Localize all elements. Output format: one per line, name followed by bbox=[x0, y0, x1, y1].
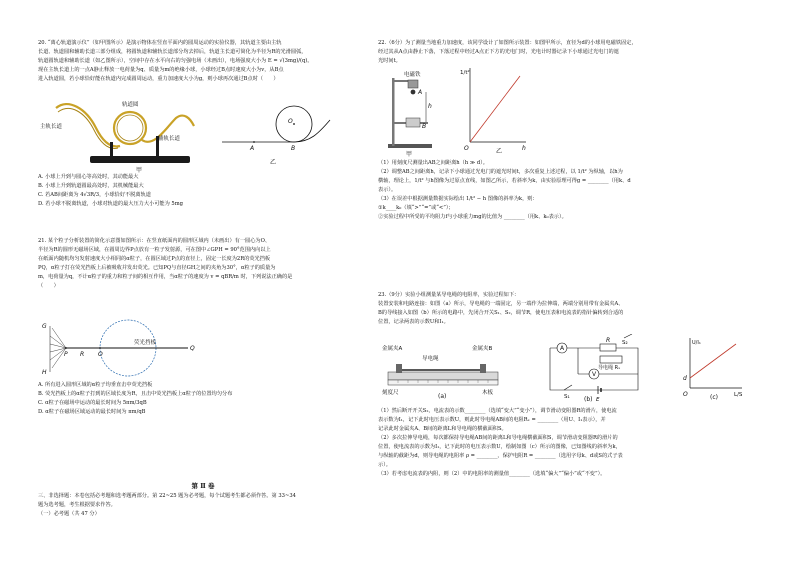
q20-option-b: B. 小球上升到轨道圆最高处时，其机械能最大 bbox=[38, 183, 144, 190]
q23-figure-c bbox=[678, 334, 748, 400]
label-fig-yi: 乙 bbox=[496, 148, 503, 154]
q20-options bbox=[38, 174, 368, 210]
switch-S2 bbox=[624, 334, 632, 338]
label-rope: 导电绳 bbox=[422, 356, 439, 362]
label-fig-yi: 乙 bbox=[270, 159, 277, 166]
q20-stem-line: 进入轨道圆，若小球恰好能在轨道内完成圆周运动，重力加速度大小为g，则小球再次通过B点时（ ） bbox=[38, 76, 279, 83]
q23-part-line: （3）若考虑电流表的内阻，则（2）中的电阻率的测量值________（选填“偏大”“偏小”或“不变”）。 bbox=[378, 471, 606, 478]
q23-figure-a bbox=[380, 336, 510, 400]
electromagnet bbox=[408, 80, 418, 88]
left-column bbox=[38, 0, 368, 562]
q22-part-line: ②实验过程中所受的平均阻力f与小球重力mg的比值为 ________（用k、k₀表示）。 bbox=[378, 214, 567, 221]
pole bbox=[392, 78, 395, 146]
q23-part-line: 位置，使电流表的示数为I₁，记下此时的电压表示数U，绘制如图（c）所示的图像，已知图线的斜率为k， bbox=[378, 444, 621, 451]
q22-part-line: （2）调整AB之间距离h，记录下小球通过光电门的遮光时间t，多次重复上述过程，以 1/t² 为纵轴，以h为 bbox=[378, 169, 623, 176]
center-dot bbox=[293, 123, 295, 125]
data-line bbox=[690, 344, 736, 378]
part-2-title: 第 Ⅱ 卷 bbox=[191, 482, 215, 490]
q20-stem-line: 20. “离心轨道演示仪”（如甲图所示）是演示物体在竖直平面内的圆周运动的实验仪器，其轨道主要由主轨 bbox=[38, 40, 282, 46]
part-2-instruction-line: 题为选考题，考生根据要求作答。 bbox=[38, 501, 116, 508]
label-S2: S₂ bbox=[622, 340, 628, 346]
label-y-axis: 1/t² bbox=[460, 70, 470, 76]
part-2-subtitle: （一）必考题（共 47 分） bbox=[38, 510, 100, 517]
label-circle-track: 轨道圆 bbox=[122, 102, 139, 108]
q23-stem-line: 装置安装和电路连接：如图（a）所示，导电绳的一端固定，另一端作为拉伸端，两端分别用带有金属夹A、 bbox=[378, 301, 624, 308]
point-A-dot bbox=[253, 141, 255, 143]
q20-option-c: C. 若AB间距离为 4√3R/3，小球恰好不脱离轨道 bbox=[38, 192, 151, 199]
label-ruler: 刻度尺 bbox=[382, 390, 399, 396]
question-23 bbox=[378, 292, 760, 328]
label-d: d bbox=[683, 375, 687, 382]
label-main-track: 主轨长道 bbox=[40, 124, 63, 130]
q22-part-line: 表示）。 bbox=[378, 187, 397, 194]
q20-stem-line: 轨道圆轨道和辅助长道（如乙图所示），空间中存在水平向右的匀强电场（未画出），电场强度大小为 E = √(3mg)/(q)。 bbox=[38, 58, 313, 65]
q23-part-line: （1）然后断开开关S₂，电流表的示数________（选填“变大”“变小”），调节滑动变阻器R的滑片，使电流 bbox=[378, 408, 617, 414]
q21-options bbox=[38, 382, 368, 418]
label-rope-b: 导电绳 Rₓ bbox=[598, 365, 621, 371]
label-voltmeter: V bbox=[592, 371, 597, 378]
q20-stem-line: 现在主轨长道上的一点A静止释放一电荷量为q、质量为m的绝缘小球，小球经过B点时速度大小为v，从B点 bbox=[38, 67, 284, 74]
right-column bbox=[378, 0, 760, 562]
label-origin: O bbox=[683, 391, 688, 398]
base bbox=[388, 144, 432, 148]
q20-stem-line: 长道、轨道圆和辅助长道三部分组成，将圆轨道和辅轨长道部分均去掉后，轨道主长道可简化为半径为R的光滑圆弧， bbox=[38, 49, 307, 56]
label-S1: S₁ bbox=[564, 394, 570, 400]
q21-stem-line: m，电荷量为q，不计α粒子的重力和粒子间的相互作用，当α粒子的速度为 v = qBR/m 时，下列说法正确的是 bbox=[38, 274, 293, 281]
label-P: P bbox=[64, 351, 68, 358]
label-O: O bbox=[288, 118, 293, 125]
label-clamp-B: 金属夹B bbox=[472, 346, 493, 352]
label-fig-c: (c) bbox=[710, 394, 718, 400]
label-fig-a: (a) bbox=[438, 393, 447, 400]
resistor-rope bbox=[600, 356, 622, 363]
label-H: H bbox=[42, 369, 47, 376]
q23-part-line: 记录此时金属夹A、B间的距离L和导电绳的横截面积S。 bbox=[378, 426, 507, 433]
label-x-axis: h bbox=[522, 145, 526, 152]
q23-part-line: 与纵轴的截距为d，则导电绳的电阻率 ρ = ________，保护电阻R = ________（选用字母k、d或S的式子表 bbox=[378, 453, 623, 460]
label-origin: O bbox=[464, 145, 469, 152]
q20-stem bbox=[38, 40, 368, 84]
loop-circle-inner bbox=[117, 115, 143, 141]
q23-part-line: 示）。 bbox=[378, 462, 391, 469]
q22-figure-apparatus bbox=[378, 66, 458, 158]
label-magnet: 电磁铁 bbox=[404, 72, 421, 78]
q23-parts bbox=[378, 408, 760, 480]
label-E: E bbox=[596, 397, 600, 402]
switch-S1 bbox=[564, 385, 572, 390]
label-B: B bbox=[422, 123, 427, 130]
label-G: G bbox=[42, 323, 47, 330]
label-A: A bbox=[418, 89, 423, 96]
ruler bbox=[388, 380, 498, 385]
label-fig-jia: 甲 bbox=[136, 167, 143, 174]
label-x-axis: L/S bbox=[734, 392, 743, 398]
data-line bbox=[470, 76, 520, 142]
stand-pole-left bbox=[110, 142, 113, 157]
label-board: 木板 bbox=[482, 390, 494, 396]
q22-stem-line: 22.（6分）为了测量当地重力加速度，该同学设计了如图所示装置：如图甲所示，直径为d的小球用电磁铁固定， bbox=[378, 40, 637, 46]
label-fig-b: (b) bbox=[584, 396, 593, 402]
q22-part-line: 横轴，理论上，1/t² 与h图像为过原点直线，如图乙所示，若斜率为k，由实验原理可得g = ________（用k、d bbox=[378, 178, 631, 185]
q21-figure bbox=[38, 314, 218, 380]
question-22 bbox=[378, 40, 760, 67]
q21-stem-line: 21. 某个粒子分析装置的简化示意图如图所示：在竖直纸面内的圆形区域内（未画出）有一圆心为O、 bbox=[38, 238, 271, 244]
q23-stem-line: 位置，记录两表的示数U和I₁。 bbox=[378, 319, 449, 326]
q21-option-a: A. 所有进入圆形区域的α粒子均垂直击中荧光挡板 bbox=[38, 382, 153, 388]
question-20 bbox=[38, 40, 368, 85]
point-P-dot bbox=[65, 347, 67, 349]
part-2-instruction-line: 三、非选择题：本卷包括必考题和选考题两部分。第 22~25 题为必考题，每个试题考生都必须作答。第 33~34 bbox=[38, 492, 296, 499]
emission-rays bbox=[50, 328, 66, 368]
q20-figure-track-photo bbox=[38, 88, 228, 178]
photogate bbox=[406, 118, 420, 127]
q21-option-d: D. α粒子在磁场区域运动的最长时间为 πm/qB bbox=[38, 409, 146, 416]
label-B: B bbox=[291, 145, 296, 152]
q22-figure-graph bbox=[460, 62, 530, 154]
q23-part-line: （2）多次拉伸导电绳，每次都保持导电绳AB间的距离L和导电绳横截面积S，调节滑动变阻器R的滑片的 bbox=[378, 435, 618, 442]
q21-stem-line: （ ） bbox=[38, 283, 59, 290]
label-aux-track: 辅轨长道 bbox=[158, 136, 181, 142]
stand-base bbox=[90, 156, 190, 163]
label-A: A bbox=[250, 145, 255, 152]
label-O: O bbox=[98, 351, 103, 358]
loop-circle bbox=[114, 112, 146, 144]
q23-part-line: 表示数为I₁，记下此时电压表示数U，则此时导电绳AB间的电阻Rₓ = ________（用U、I₁表示），并 bbox=[378, 417, 606, 424]
q21-stem-line: PQ，α粒子打在荧光挡板上后被吸收并发出荧光。已知PQ与直径GH之间的夹角为30°，α粒子的质量为 bbox=[38, 265, 276, 272]
label-h: h bbox=[428, 103, 432, 110]
ball bbox=[411, 90, 416, 95]
main-track-path bbox=[56, 104, 120, 146]
label-fig-jia: 甲 bbox=[406, 151, 413, 158]
q20-option-d: D. 若小球不脱离轨道，小球对轨道的最大压力大小可能为 5mg bbox=[38, 201, 183, 208]
board bbox=[388, 372, 498, 380]
q22-part-line: ①k____k₀（填“>”“=”或“<”）； bbox=[378, 205, 454, 212]
q22-part-line: （1）用刻度尺测量出AB之间距离h（h ≫ d）。 bbox=[378, 160, 488, 166]
label-R: R bbox=[606, 337, 611, 344]
label-ammeter: A bbox=[560, 345, 565, 352]
q22-parts bbox=[378, 160, 760, 223]
part-2-header bbox=[38, 482, 368, 520]
q20-option-a: A. 小球上升到与圆心等高处时，其动能最大 bbox=[38, 174, 139, 180]
q22-part-line: （3）在误差中根据测量数据实际绘出 1/t² − h 图像的斜率为k，则： bbox=[378, 196, 538, 203]
q21-option-c: C. α粒子在磁场中运动的最长时间为 5πm/3qB bbox=[38, 400, 147, 407]
label-clamp-A: 金属夹A bbox=[382, 346, 403, 352]
q20-figure-diagram bbox=[218, 98, 338, 170]
label-y-axis: U/I₁ bbox=[692, 340, 701, 346]
label-Q: Q bbox=[190, 345, 195, 352]
q23-figure-b bbox=[544, 334, 644, 402]
resistor-R bbox=[600, 344, 616, 351]
label-R: R bbox=[80, 351, 85, 358]
q21-stem-line: 在纸面内随机均匀发射速度大小相同的α粒子，在圆区域过P点的直径上，固定一长度为2R的荧光挡板 bbox=[38, 256, 271, 263]
q21-option-b: B. 荧光挡板上的α粒子打到的区域长度为R，且击中荧光挡板上α粒子的位置均匀分布 bbox=[38, 391, 233, 398]
label-screen: 荧光挡板 bbox=[134, 340, 157, 346]
point-O-dot bbox=[99, 347, 101, 349]
q22-stem-line: 经过其从A点由静止下落，下落过程中经过A点正下方的光电门时，光电计时器记录下小球通过光电门的遮 bbox=[378, 49, 619, 56]
clamp-B bbox=[480, 364, 486, 373]
q23-stem-line: B的导线接入如图（b）所示的电路中，先闭合开关S₁、S₂，调节R，使电压表和电流表的指针偏转到合适的 bbox=[378, 310, 624, 317]
clamp-A bbox=[396, 364, 402, 373]
q21-stem-line: 半径为R的圆形无磁场区域，在圆周边界P点放有一粒子发射源，可在图中∠GPH = 90°范围内向以上 bbox=[38, 247, 271, 254]
question-21 bbox=[38, 238, 368, 292]
q22-stem-line: 光时间t。 bbox=[378, 58, 401, 65]
q23-stem-line: 23.（9分）实验小组测量某导电绳的电阻率，实验过程如下： bbox=[378, 292, 520, 298]
